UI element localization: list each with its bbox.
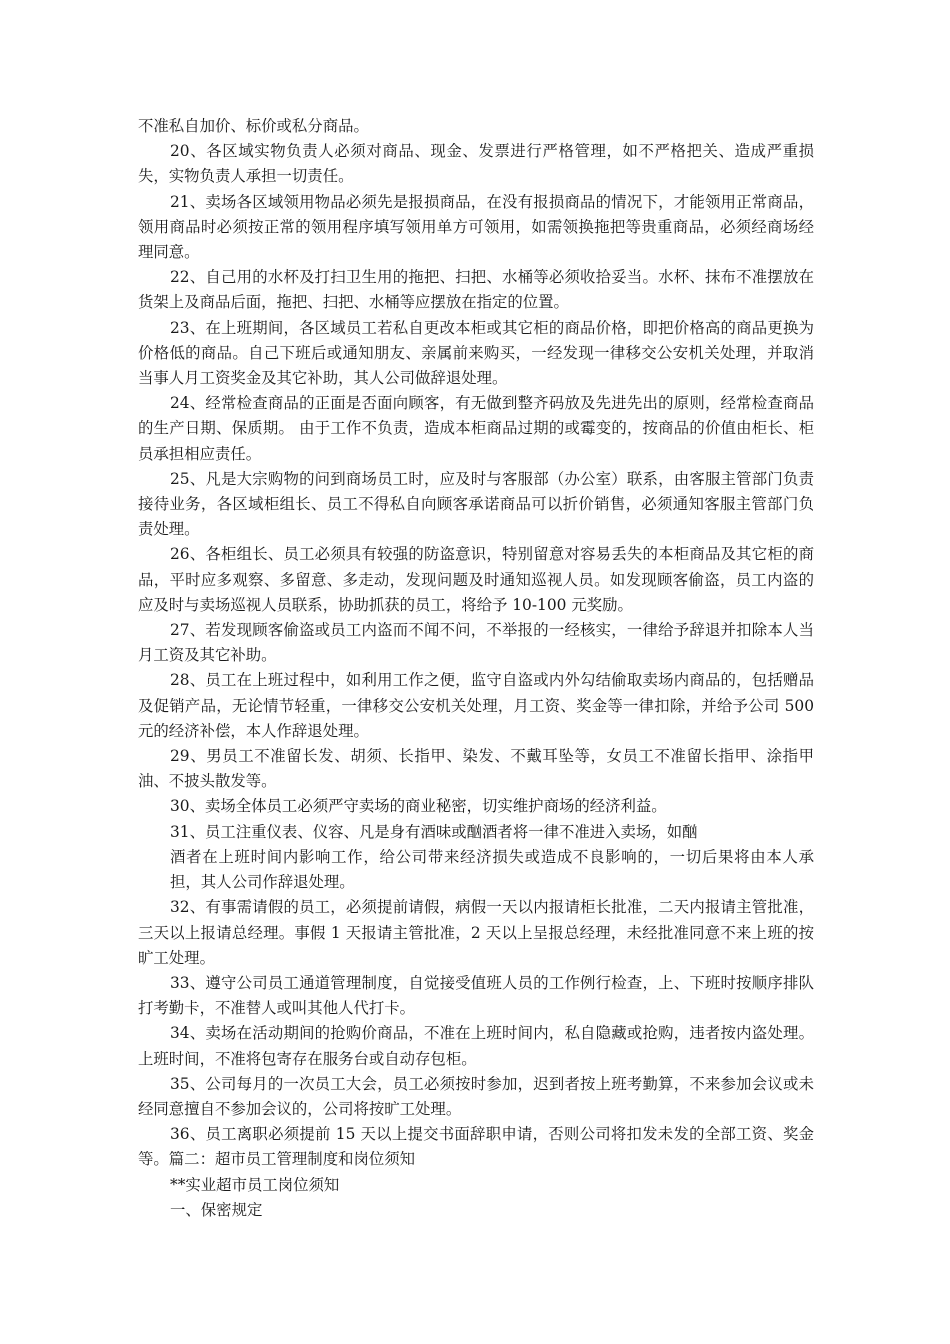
paragraph-rule-30: 30、卖场全体员工必须严守卖场的商业秘密，切实维护商场的经济利益。: [170, 797, 667, 816]
paragraph-rule-35: 35、公司每月的一次员工大会，员工必须按时参加，迟到者按上班考勤算，不来参加会议或未经同意擅自不参加会议的，公司将按旷工处理。: [138, 1074, 814, 1118]
paragraph-rule-28: 28、员工在上班过程中，如利用工作之便，监守自盗或内外勾结偷取卖场内商品的，包括赠品及促销产品，无论情节轻重，一律移交公安机关处理，月工资、奖金等一律扣除，并给予公司 500 元的经济补偿，本人作辞退处理。: [138, 671, 814, 740]
paragraph-rule-23: 23、在上班期间，各区域员工若私自更改本柜或其它柜的商品价格，即把价格高的商品更换为价格低的商品。自己下班后或通知朋友、亲属前来购买，一经发现一律移交公安机关处理，并取消当事人月工资奖金及其它补助，其人公司做辞退处理。: [138, 318, 814, 388]
section-heading-company: **实业超市员工岗位须知: [170, 1175, 340, 1194]
paragraph-rule-27: 27、若发现顾客偷盗或员工内盗而不闻不问，不举报的一经核实，一律给予辞退并扣除本人当月工资及其它补助。: [138, 621, 814, 665]
paragraph-rule-24: 24、经常检查商品的正面是否面向顾客，有无做到整齐码放及先进先出的原则，经常检查商品的生产日期、保质期。 由于工作不负责，造成本柜商品过期的或霉变的，按商品的价值由柜长、柜员承担相应责任。: [138, 394, 814, 463]
paragraph-rule-26: 26、各柜组长、员工必须具有较强的防盗意识，特别留意对容易丢失的本柜商品及其它柜的商品，平时应多观察、多留意、多走动，发现问题及时通知巡视人员。如发现顾客偷盗，员工内盗的应及时与卖场巡视人员联系，协助抓获的员工，将给予 10-100 元奖励。: [138, 545, 814, 614]
paragraph-rule-22: 22、自己用的水杯及打扫卫生用的拖把、扫把、水桶等必须收拾妥当。水杯、抹布不准摆放在货架上及商品后面，拖把、扫把、水桶等应摆放在指定的位置。: [138, 268, 814, 312]
paragraph-rule-36: 36、员工离职必须提前 15 天以上提交书面辞职申请，否则公司将扣发未发的全部工资、奖金等。篇二：超市员工管理制度和岗位须知: [138, 1125, 814, 1169]
paragraph-rule-21: 21、卖场各区域领用物品必须先是报损商品，在没有报损商品的情况下，才能领用正常商品，领用商品时必须按正常的领用程序填写领用单方可领用，如需领换拖把等贵重商品，必须经商场经理同意。: [138, 192, 814, 262]
paragraph-rule-20: 20、各区域实物负责人必须对商品、现金、发票进行严格管理，如不严格把关、造成严重损失，实物负责人承担一切责任。: [138, 142, 814, 186]
paragraph-rule-31-continuation: 酒者在上班时间内影响工作，给公司带来经济损失或造成不良影响的，一切后果将由本人承担，其人公司作辞退处理。: [170, 847, 814, 892]
paragraph-rule-34: 34、卖场在活动期间的抢购价商品，不准在上班时间内，私自隐藏或抢购，违者按内盗处理。上班时间，不准将包寄存在服务台或自动存包柜。: [138, 1024, 814, 1068]
paragraph-rule-33: 33、遵守公司员工通道管理制度，自觉接受值班人员的工作例行检查，上、下班时按顺序排队打考勤卡，不准替人或叫其他人代打卡。: [138, 973, 814, 1018]
paragraph-rule-29: 29、男员工不准留长发、胡须、长指甲、染发、不戴耳坠等，女员工不准留长指甲、涂指甲油、不披头散发等。: [138, 747, 814, 791]
paragraph-rule-31: 31、员工注重仪表、仪容、凡是身有酒味或酗酒者将一律不准进入卖场，如酗: [170, 822, 698, 841]
paragraph-rule-32: 32、有事需请假的员工，必须提前请假，病假一天以内报请柜长批准，二天内报请主管批准，三天以上报请总经理。事假 1 天报请主管批准，2 天以上呈报总经理，未经批准同意不来上班的按旷工处理。: [138, 898, 814, 967]
paragraph-continuation: 不准私自加价、标价或私分商品。: [138, 117, 369, 135]
paragraph-rule-25: 25、凡是大宗购物的问到商场员工时，应及时与客服部（办公室）联系，由客服主管部门负责接待业务，各区域柜组长、员工不得私自向顾客承诺商品可以折价销售，必须通知客服主管部门负责处理。: [138, 469, 814, 539]
section-heading-confidentiality: 一、保密规定: [170, 1200, 263, 1219]
document-body: [138, 114, 814, 1223]
